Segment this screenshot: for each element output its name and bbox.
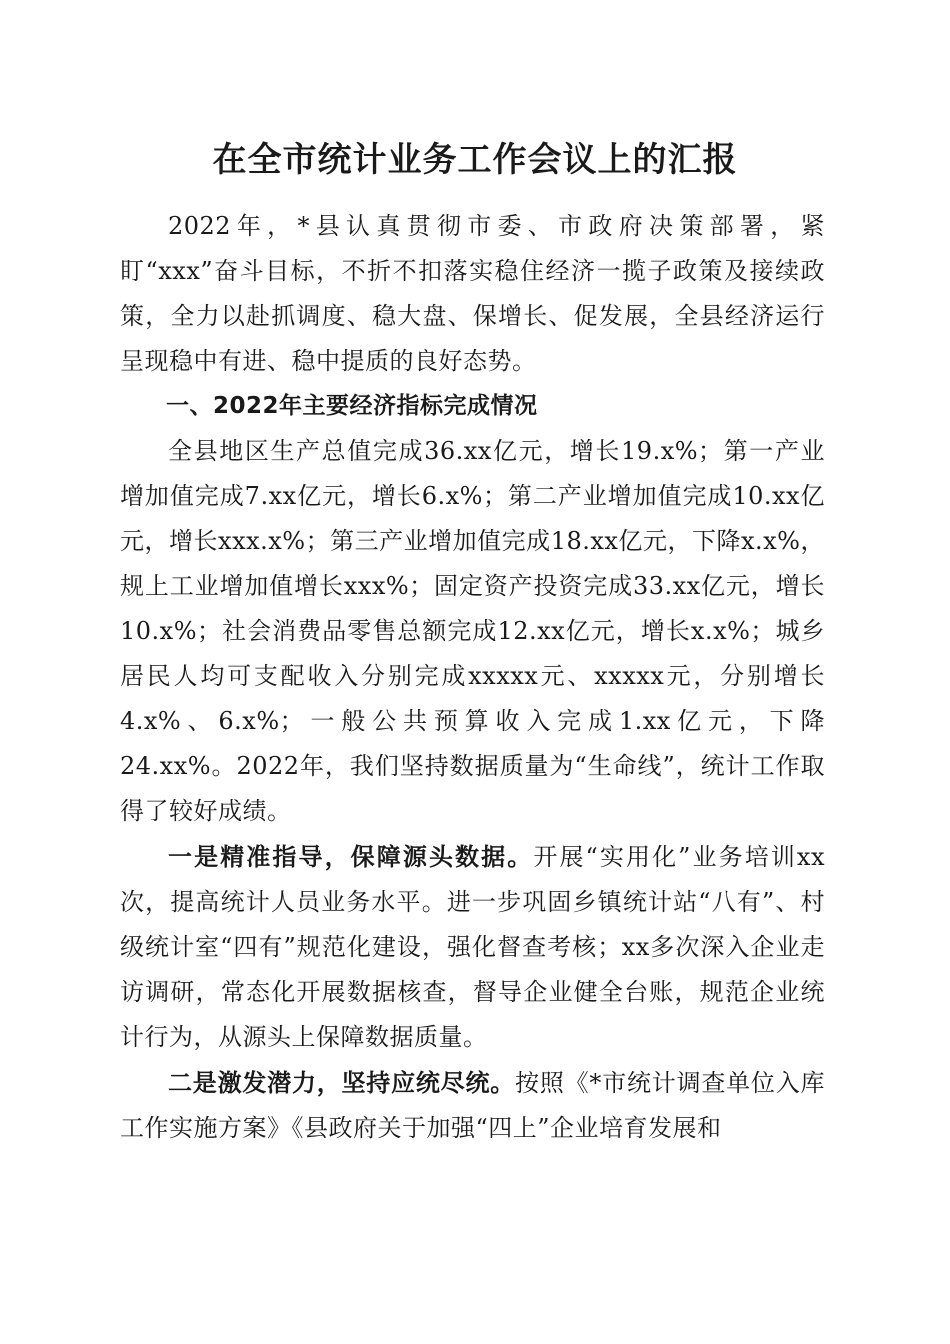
indicators-paragraph: 全县地区生产总值完成36.xx亿元，增长19.x%；第一产业增加值完成7.xx亿元，增长6.x%；第二产业增加值完成10.xx亿元，增长xxx.x%；第三产业增加值完成18.xx亿元，下降x.x%，规上工业增加值增长xxx%；固定资产投资完成33.xx亿元，增长10.x%；社会消费品零售总额完成12.xx亿元，增长x.x%；城乡居民人均可支配收入分别完成xxxxx元、xxxxx元，分别增长4.x%、6.x%；一般公共预算收入完成1.xx亿元，下降24.xx%。2022年，我们坚持数据质量为“生命线”，统计工作取得了较好成绩。 (120, 437, 825, 825)
document-title: 在全市统计业务工作会议上的汇报 (212, 140, 738, 180)
point-one-lead: 一是精准指导，保障源头数据。 (168, 842, 534, 871)
intro-paragraph: 2022年，*县认真贯彻市委、市政府决策部署，紧盯“xxx”奋斗目标，不折不扣落实稳住经济一揽子政策及接续政策，全力以赴抓调度、稳大盘、保增长、促发展，全县经济运行呈现稳中有进、稳中提质的良好态势。 (120, 212, 825, 375)
section-heading: 一、2022年主要经济指标完成情况 (166, 393, 538, 419)
point-one-body: 开展“实用化”业务培训xx次，提高统计人员业务水平。进一步巩固乡镇统计站“八有”、村级统计室“四有”规范化建设，强化督查考核；xx多次深入企业走访调研，常态化开展数据核查，督导企业健全台账，规范企业统计行为，从源头上保障数据质量。 (120, 843, 826, 1051)
point-one-paragraph (120, 834, 825, 1060)
document-body (120, 204, 825, 1151)
point-two-body: 按照《*市统计调查单位入库工作实施方案》《县政府关于加强“四上”企业培育发展和 (120, 1069, 826, 1142)
point-two-lead: 二是激发潜力，坚持应统尽统。 (168, 1068, 516, 1097)
point-two-paragraph (120, 1060, 825, 1151)
